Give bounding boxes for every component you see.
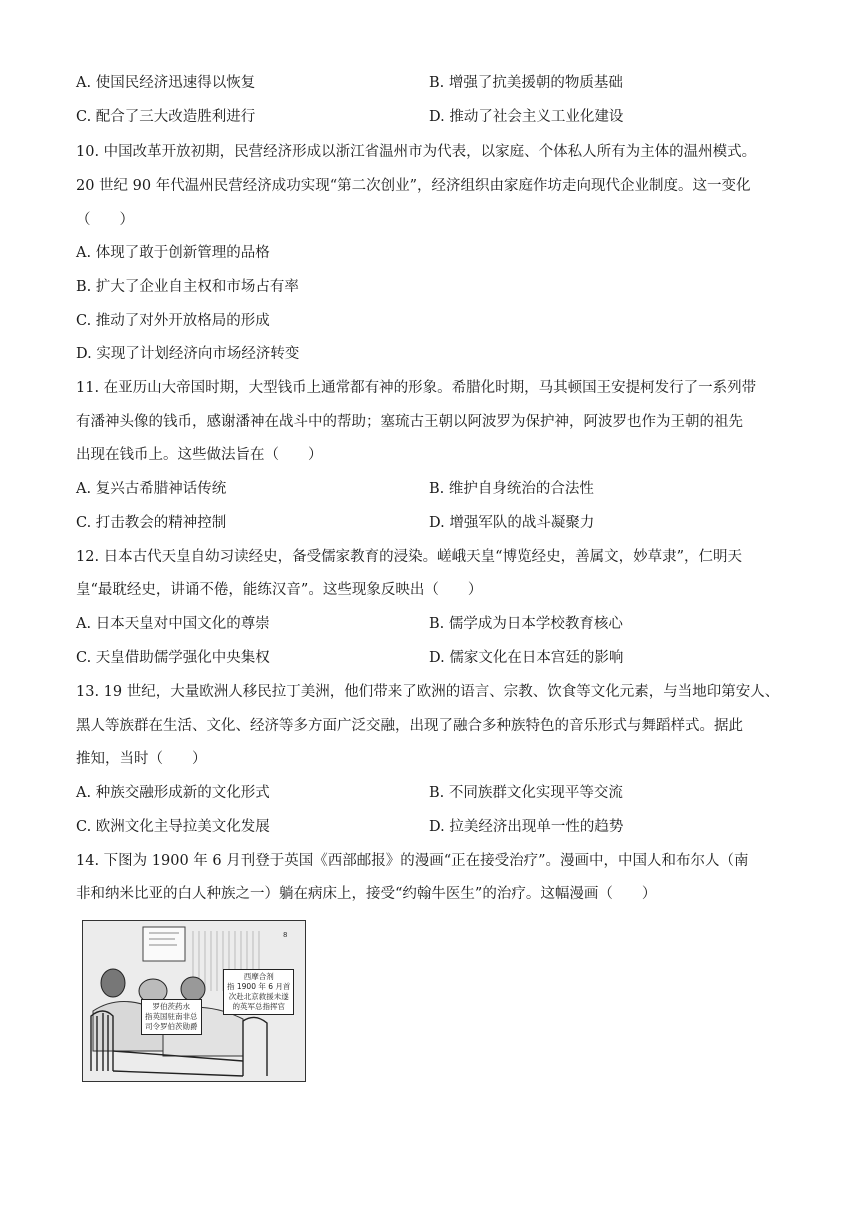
q13-stem-line3: 推知，当时（ ） (76, 751, 207, 767)
q12-stem-line2: 皇“最耽经史，讲诵不倦，能练汉音”。这些现象反映出（ ） (76, 582, 483, 598)
left-caption-line1: 罗伯茨药水 (152, 1002, 190, 1011)
q13-stem-line1: 13. 19 世纪，大量欧洲人移民拉丁美洲，他们带来了欧洲的语言、宗教、饮食等文化元素，与当地印第安人、 (76, 684, 780, 700)
right-caption-line1: 西摩合剂 (243, 972, 274, 981)
q13-option-b: B. 不同族群文化实现平等交流 (429, 785, 623, 801)
q10-option-c: C. 推动了对外开放格局的形成 (76, 313, 270, 329)
q11-option-b: B. 维护自身统治的合法性 (429, 481, 594, 497)
cartoon-left-caption (141, 999, 202, 1035)
left-caption-line2: 指英国驻南非总 (145, 1012, 198, 1021)
q11-option-d: D. 增强军队的战斗凝聚力 (429, 515, 595, 531)
q9-option-a: A. 使国民经济迅速得以恢复 (76, 75, 256, 91)
right-caption-line2: 指 1900 年 6 月首 (227, 982, 291, 991)
q14-stem-line1: 14. 下图为 1900 年 6 月刊登于英国《西部邮报》的漫画“正在接受治疗”。漫画中，中国人和布尔人（南 (76, 853, 749, 869)
q9-option-c: C. 配合了三大改造胜利进行 (76, 109, 256, 125)
q13-stem-line2: 黑人等族群在生活、文化、经济等多方面广泛交融，出现了融合多种族特色的音乐形式与舞蹈样式。据此 (76, 718, 743, 734)
q11-option-c: C. 打击教会的精神控制 (76, 515, 227, 531)
q12-option-a: A. 日本天皇对中国文化的尊崇 (76, 616, 270, 632)
q14-stem-line2: 非和纳米比亚的白人种族之一）躺在病床上，接受“约翰牛医生”的治疗。这幅漫画（ ） (76, 886, 657, 902)
q10-option-d: D. 实现了计划经济向市场经济转变 (76, 346, 300, 362)
q10-stem-line2: 20 世纪 90 年代温州民营经济成功实现“第二次创业”，经济组织由家庭作坊走向现代企业制度。这一变化 (76, 178, 751, 194)
svg-text:8: 8 (283, 931, 288, 939)
q11-stem-line2: 有潘神头像的钱币，感谢潘神在战斗中的帮助；塞琉古王朝以阿波罗为保护神，阿波罗也作为王朝的祖先 (76, 414, 743, 430)
cartoon-image (82, 920, 306, 1082)
q11-stem-line1: 11. 在亚历山大帝国时期，大型钱币上通常都有神的形象。希腊化时期，马其顿国王安提柯发行了一系列带 (76, 380, 757, 396)
q10-stem-line1: 10. 中国改革开放初期，民营经济形成以浙江省温州市为代表，以家庭、个体私人所有为主体的温州模式。 (76, 144, 757, 160)
right-caption-line3: 次赴北京救援未遂 (228, 992, 289, 1001)
q12-option-c: C. 天皇借助儒学强化中央集权 (76, 650, 270, 666)
q12-option-d: D. 儒家文化在日本宫廷的影响 (429, 650, 624, 666)
q9-option-d: D. 推动了社会主义工业化建设 (429, 109, 624, 125)
q13-option-c: C. 欧洲文化主导拉美文化发展 (76, 819, 270, 835)
q10-option-a: A. 体现了敢于创新管理的品格 (76, 245, 270, 261)
q13-option-a: A. 种族交融形成新的文化形式 (76, 785, 270, 801)
q10-option-b: B. 扩大了企业自主权和市场占有率 (76, 279, 299, 295)
right-caption-line4: 的英军总指挥官 (232, 1002, 285, 1011)
q12-stem-line1: 12. 日本古代天皇自幼习读经史，备受儒家教育的浸染。嵯峨天皇“博览经史，善属文，妙草隶”，仁明天 (76, 549, 742, 565)
left-caption-line3: 司令罗伯茨勋爵 (145, 1022, 198, 1031)
q11-stem-line3: 出现在钱币上。这些做法旨在（ ） (76, 447, 323, 463)
q12-option-b: B. 儒学成为日本学校教育核心 (429, 616, 623, 632)
q11-option-a: A. 复兴古希腊神话传统 (76, 481, 227, 497)
q13-option-d: D. 拉美经济出现单一性的趋势 (429, 819, 624, 835)
cartoon-right-caption (223, 969, 294, 1015)
q9-option-b: B. 增强了抗美援朝的物质基础 (429, 75, 623, 91)
q10-stem-line3: （ ） (76, 212, 134, 228)
